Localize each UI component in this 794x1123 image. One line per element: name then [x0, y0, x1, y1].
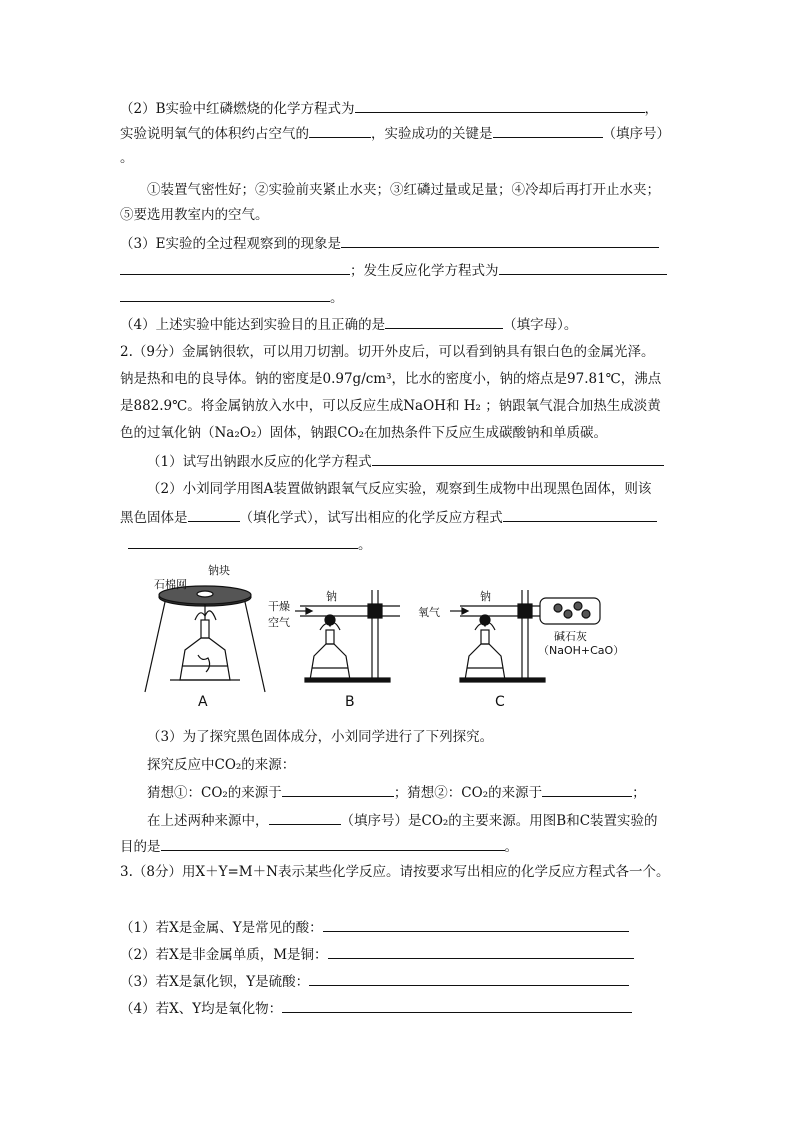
label-oxygen: 氧气: [418, 606, 440, 619]
caption-c: C: [495, 694, 505, 710]
apparatus-figure: [140, 560, 640, 710]
q2-main-source: 在上述两种来源中， （填序号）是CO₂的主要来源。用图B和C装置实验的: [147, 810, 658, 831]
q1-part2-line2: 实验说明氧气的体积约占空气的 ，实验成功的关键是 （填序号）: [120, 123, 670, 144]
answer-blank[interactable]: [309, 123, 371, 138]
q2-part2-line2: 黑色固体是 （填化学式），试写出相应的化学反应方程式: [120, 507, 657, 528]
q2-guesses: 猜想①：CO₂的来源于 ；猜想②：CO₂的来源于 ；: [147, 782, 646, 803]
answer-blank[interactable]: [542, 782, 632, 797]
q2-intro-line4: 色的过氧化钠（Na₂O₂）固体，钠跟CO₂在加热条件下反应生成碳酸钠和单质碳。: [120, 425, 608, 441]
label-dry: 干燥: [268, 600, 290, 613]
answer-blank[interactable]: [323, 917, 629, 932]
answer-blank[interactable]: [499, 260, 667, 275]
label-sodium-c: 钠: [480, 590, 491, 603]
q3-intro: 3.（8分）用X＋Y=M＋N表示某些化学反应。请按要求写出相应的化学反应方程式各一个。: [120, 864, 670, 880]
q3-item3: （3）若X是氯化钡，Y是硫酸：: [120, 971, 629, 992]
answer-blank[interactable]: [341, 233, 659, 248]
label-air: 空气: [268, 616, 290, 629]
q1-part3-line2: ；发生反应化学方程式为: [120, 260, 667, 281]
q1-part4: （4）上述实验中能达到实验目的且正确的是 （填字母）。: [120, 314, 577, 335]
answer-blank[interactable]: [328, 944, 634, 959]
q2-part2-line1: （2）小刘同学用图A装置做钠跟氧气反应实验，观察到生成物中出现黑色固体，则该: [147, 481, 652, 497]
answer-blank[interactable]: [282, 998, 632, 1013]
label-soda-lime-formula: （NaOH+CaO）: [538, 644, 625, 657]
q1-part2-prompt: （2）B实验中红磷燃烧的化学方程式为: [120, 101, 355, 117]
q1-part2-line1: （2）B实验中红磷燃烧的化学方程式为 ，: [120, 98, 658, 119]
q3-item2: （2）若X是非金属单质，M是铜：: [120, 944, 634, 965]
answer-blank[interactable]: [188, 507, 240, 522]
q2-intro-line2: 钠是热和电的良导体。钠的密度是0.97g/cm³，比水的密度小，钠的熔点是97.81℃，沸点: [120, 371, 662, 387]
q2-part3-source: 探究反应中CO₂的来源：: [147, 757, 296, 773]
answer-blank[interactable]: [120, 287, 330, 302]
answer-blank[interactable]: [309, 971, 629, 986]
q1-options-line1: ①装置气密性好；②实验前夹紧止水夹；③红磷过量或足量；④冷却后再打开止水夹；: [147, 182, 660, 198]
q2-intro-line3: 是882.9℃。将金属钠放入水中，可以反应生成NaOH和 H₂ ；钠跟氧气混合加热生成淡黄: [120, 398, 661, 414]
q3-item1: （1）若X是金属、Y是常见的酸：: [120, 917, 629, 938]
answer-blank[interactable]: [493, 123, 603, 138]
answer-blank[interactable]: [269, 810, 341, 825]
label-asbestos-net: 石棉网: [154, 578, 187, 591]
apparatus-b: [295, 590, 400, 682]
q2-part1: （1）试写出钠跟水反应的化学方程式: [147, 451, 664, 472]
answer-blank[interactable]: [128, 534, 358, 549]
label-soda-lime: 碱石灰: [554, 630, 587, 643]
caption-a: A: [198, 694, 208, 710]
q2-part2-line3: 。: [128, 534, 372, 555]
answer-blank[interactable]: [161, 836, 505, 851]
label-sodium-b: 钠: [326, 590, 337, 603]
q1-part3-line3: 。: [120, 287, 344, 308]
answer-blank[interactable]: [355, 98, 645, 113]
q1-options-line2: ⑤要选用教室内的空气。: [120, 207, 269, 223]
answer-blank[interactable]: [503, 507, 657, 522]
answer-blank[interactable]: [385, 314, 503, 329]
caption-b: B: [345, 694, 355, 710]
answer-blank[interactable]: [120, 260, 350, 275]
q1-part3-line1: （3）E实验的全过程观察到的现象是: [120, 233, 659, 254]
answer-blank[interactable]: [372, 451, 664, 466]
q2-intro-line1: 2.（9分）金属钠很软，可以用刀切割。切开外皮后，可以看到钠具有银白色的金属光泽。: [120, 344, 655, 360]
apparatus-a: [145, 586, 265, 692]
q3-item4: （4）若X、Y均是氧化物：: [120, 998, 632, 1019]
label-sodium-block: 钠块: [208, 564, 230, 577]
answer-blank[interactable]: [282, 782, 394, 797]
q2-part3: （3）为了探究黑色固体成分，小刘同学进行了下列探究。: [147, 729, 494, 745]
q2-purpose: 目的是 。: [120, 836, 518, 857]
